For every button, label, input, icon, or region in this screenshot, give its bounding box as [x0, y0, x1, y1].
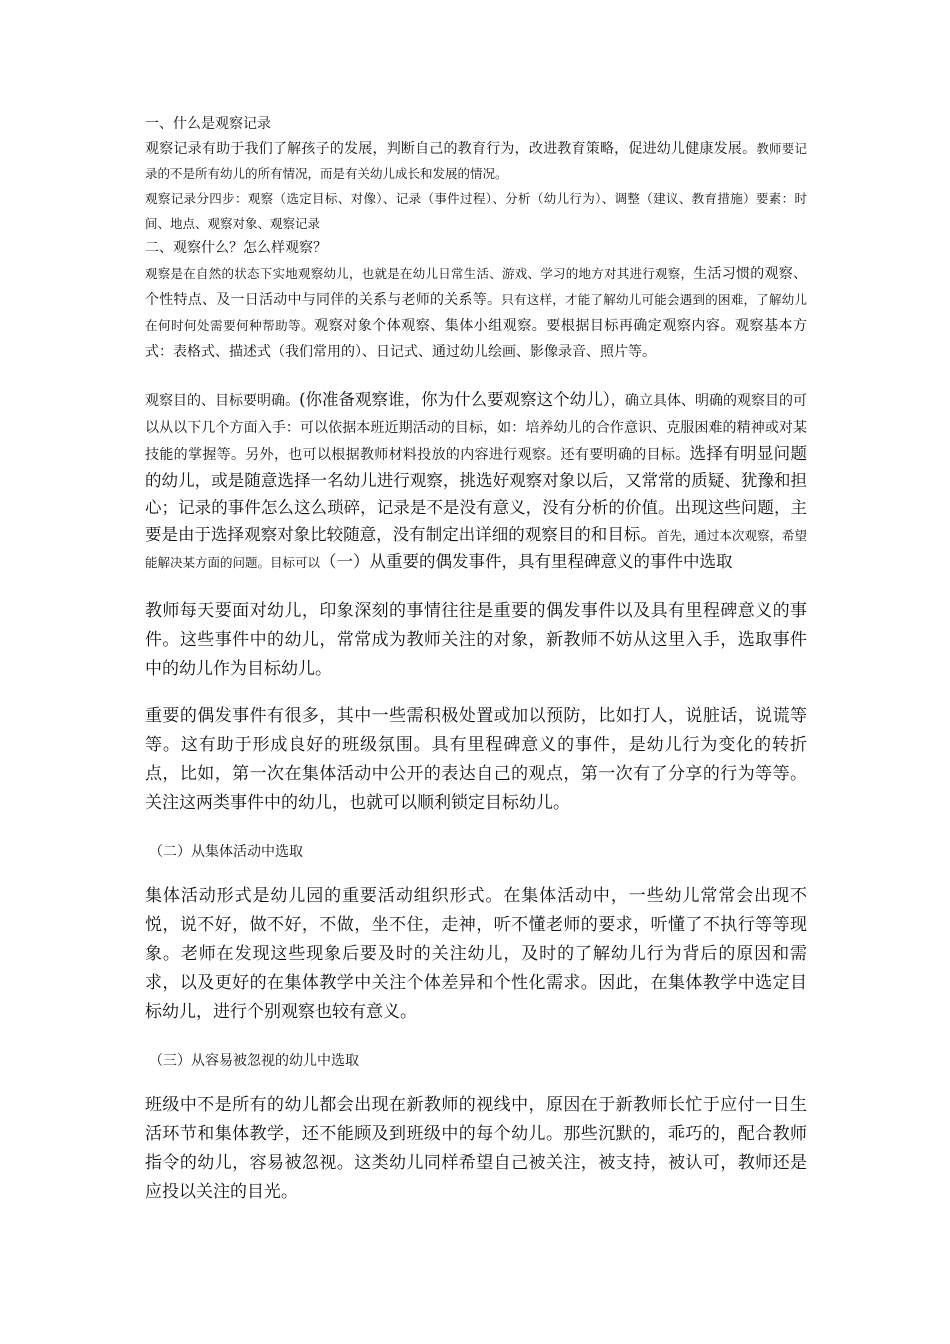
paragraph-how-to-observe: [145, 260, 807, 364]
goals-problems: 选择有明显问题的幼儿，或是随意选择一名幼儿进行观察，挑选好观察对象以后，又常常的质疑、犹豫和担心；记录的事件怎么这么琐碎，记录是不是没有意义，没有分析的价值。出现这些问题，主要是由于选择观察对象比较随意，没有制定出详细的观察目的和目标。: [145, 444, 808, 544]
heading-collective-activities: （二）从集体活动中选取: [149, 844, 303, 860]
paragraph-observation-purpose: [145, 136, 807, 186]
observe-difficulty-text: 只有这样，才能了解幼儿可能会遇到的困难，了解幼儿在何时何处需要何种帮助等。: [145, 292, 807, 333]
observe-habits-text: 生活习惯的观察、个性特点、及一日活动中与同伴的关系与老师的关系等。: [145, 266, 807, 308]
goals-first: 首先，通过本次观察，希望能解决某方面的问题。目标可以: [145, 528, 807, 570]
paragraph-goals: [145, 386, 807, 575]
observe-natural-text: 观察是在自然的状态下实地观察幼儿，也就是在幼儿日常生活、游戏、学习的地方对其进行观察，: [145, 266, 694, 281]
goals-subheading-one: （一）从重要的偶发事件，具有里程碑意义的事件中选取: [320, 552, 733, 571]
paragraph-four-steps: 观察记录分四步：观察（选定目标、对像）、记录（事件过程）、分析（幼儿行为）、调整（建议、教育措施）要素：时间、地点、观察对象、观察记录: [145, 191, 807, 231]
goals-details: ，确立具体、明确的观察目的可以从以下几个方面入手：可以依据本班近期活动的目标，如：培养幼儿的合作意识、克服困难的精神或对某技能的掌握等。另外，也可以根据教师材料投放的内容进行观察。还有要明确的目标。: [145, 393, 808, 463]
observe-methods-text: 观察对象个体观察、集体小组观察。要根据目标再确定观察内容。观察基本方式：表格式、描述式（我们常用的）、日记式、通过幼儿绘画、影像录音、照片等。: [145, 318, 807, 360]
purpose-text: 观察记录有助于我们了解孩子的发展，判断自己的教育行为，改进教育策略，促进幼儿健康发展。: [145, 141, 757, 157]
goals-question: (你准备观察谁，你为什么要观察这个幼儿）: [299, 390, 611, 409]
paragraph-collective-activities: 集体活动形式是幼儿园的重要活动组织形式。在集体活动中，一些幼儿常常会出现不悦，说不好，做不好，不做，坐不住，走神，听不懂老师的要求，听懂了不执行等等现象。老师在发现这些现象后要及时的关注幼儿，及时的了解幼儿行为背后的原因和需求，以及更好的在集体教学中关注个体差异和个性化需求。因此，在集体教学中选定目标幼儿，进行个别观察也较有意义。: [145, 886, 807, 1022]
document-body: [145, 112, 807, 1207]
goals-intro: 观察目的、目标要明确。: [145, 393, 300, 409]
purpose-note: 教师要记录的不是所有幼儿的所有情况，而是有关幼儿成长和发展的情况。: [145, 141, 807, 181]
paragraph-milestone-events: 教师每天要面对幼儿，印象深刻的事情往往是重要的偶发事件以及具有里程碑意义的事件。这些事件中的幼儿，常常成为教师关注的对象，新教师不妨从这里入手，选取事件中的幼儿作为目标幼儿。: [145, 601, 807, 679]
paragraph-overlooked-children: 班级中不是所有的幼儿都会出现在新教师的视线中，原因在于新教师长忙于应付一日生活环节和集体教学，还不能顾及到班级中的每个幼儿。那些沉默的，乖巧的，配合教师指令的幼儿，容易被忽视。这类幼儿同样希望自己被关注，被支持，被认可，教师还是应投以关注的目光。: [145, 1095, 807, 1202]
heading-what-is-observation: 一、什么是观察记录: [145, 116, 271, 132]
paragraph-incidental-events: 重要的偶发事件有很多，其中一些需积极处置或加以预防，比如打人，说脏话，说谎等等。这有助于形成良好的班级氛围。具有里程碑意义的事件，是幼儿行为变化的转折点，比如，第一次在集体活动中公开的表达自己的观点，第一次有了分享的行为等等。关注这两类事件中的幼儿，也就可以顺利锁定目标幼儿。: [145, 706, 807, 813]
heading-overlooked-children: （三）从容易被忽视的幼儿中选取: [149, 1053, 359, 1069]
heading-what-to-observe: 二、观察什么？怎么样观察？: [145, 240, 327, 256]
